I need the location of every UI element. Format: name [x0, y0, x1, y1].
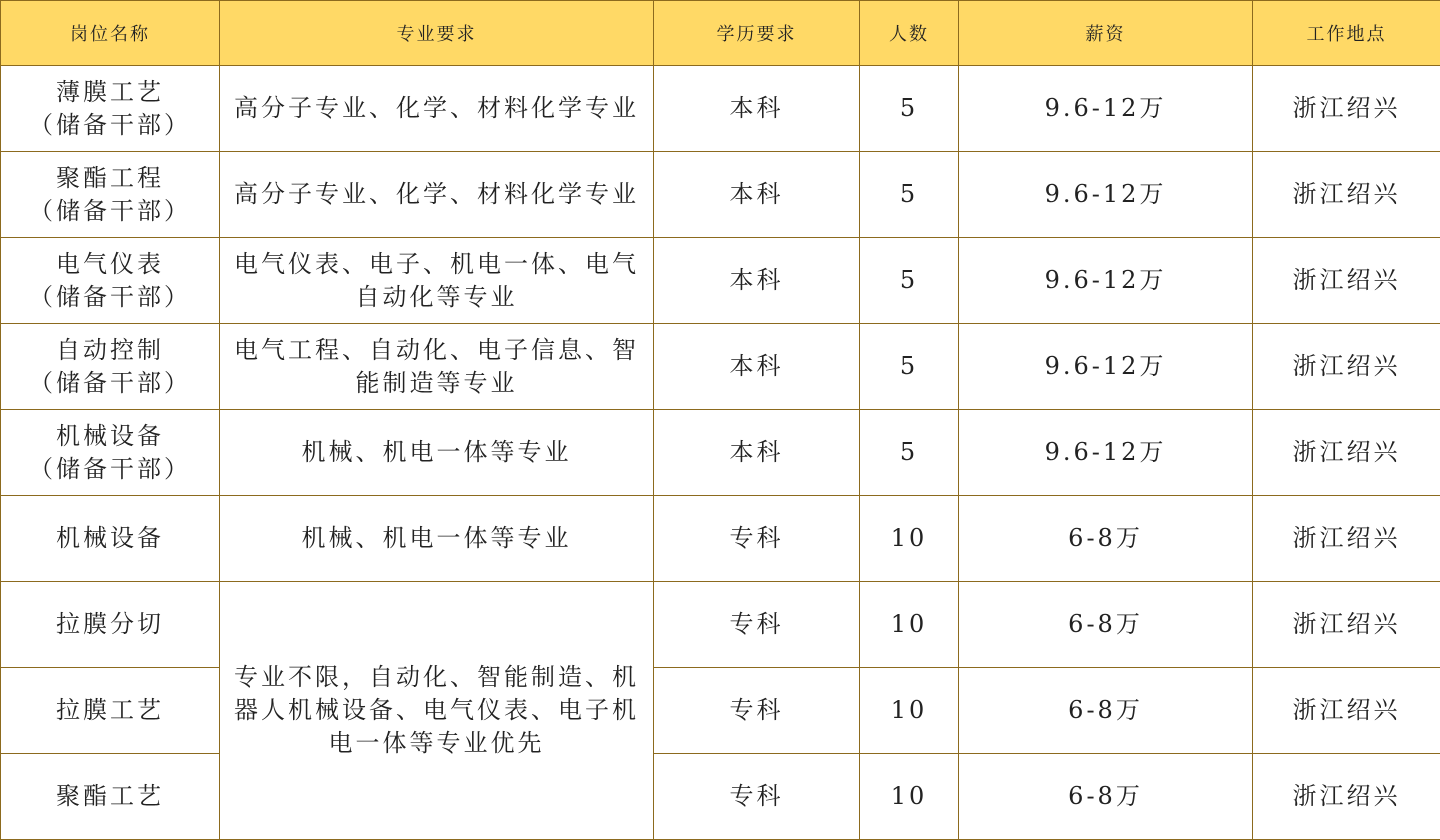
- position-note: （储备干部）: [29, 110, 191, 139]
- location-cell: 浙江绍兴: [1253, 152, 1440, 238]
- location-cell: 浙江绍兴: [1253, 238, 1440, 324]
- position-cell: [1, 152, 220, 238]
- header-position: 岗位名称: [1, 1, 220, 66]
- table-row: [1, 496, 1440, 582]
- salary-cell: 9.6-12万: [959, 238, 1253, 324]
- major-text: 电气工程、自动化、电子信息、智能制造等专业: [234, 335, 639, 397]
- education-cell: 专科: [654, 668, 860, 754]
- header-row: [1, 1, 1440, 66]
- salary-cell: 9.6-12万: [959, 410, 1253, 496]
- table-row: [1, 582, 1440, 668]
- position-cell: [1, 582, 220, 668]
- count-cell: 10: [860, 582, 959, 668]
- major-cell: [220, 324, 654, 410]
- major-cell: [220, 496, 654, 582]
- position-name: 电气仪表: [56, 249, 164, 278]
- major-cell: [220, 238, 654, 324]
- major-text: 高分子专业、化学、材料化学专业: [234, 180, 639, 208]
- salary-cell: 6-8万: [959, 496, 1253, 582]
- education-cell: 专科: [654, 582, 860, 668]
- header-count: 人数: [860, 1, 959, 66]
- position-note: （储备干部）: [29, 196, 191, 225]
- location-cell: 浙江绍兴: [1253, 668, 1440, 754]
- salary-cell: 9.6-12万: [959, 66, 1253, 152]
- position-name: 机械设备: [56, 421, 164, 450]
- count-cell: 10: [860, 496, 959, 582]
- header-salary: 薪资: [959, 1, 1253, 66]
- education-cell: 本科: [654, 66, 860, 152]
- education-cell: 本科: [654, 238, 860, 324]
- position-name: 聚酯工程: [56, 163, 164, 192]
- major-text: 高分子专业、化学、材料化学专业: [234, 94, 639, 122]
- education-cell: 本科: [654, 324, 860, 410]
- table-row: [1, 66, 1440, 152]
- position-name: 薄膜工艺: [56, 77, 164, 106]
- location-cell: 浙江绍兴: [1253, 582, 1440, 668]
- major-text: 专业不限，自动化、智能制造、机器人机械设备、电气仪表、电子机电一体等专业优先: [234, 663, 639, 757]
- table-row: [1, 238, 1440, 324]
- location-cell: 浙江绍兴: [1253, 66, 1440, 152]
- major-cell-merged: [220, 582, 654, 840]
- count-cell: 5: [860, 324, 959, 410]
- education-cell: 本科: [654, 152, 860, 238]
- location-cell: 浙江绍兴: [1253, 410, 1440, 496]
- count-cell: 10: [860, 668, 959, 754]
- count-cell: 10: [860, 754, 959, 840]
- header-location: 工作地点: [1253, 1, 1440, 66]
- salary-cell: 6-8万: [959, 582, 1253, 668]
- position-name: 聚酯工艺: [56, 782, 164, 810]
- position-cell: [1, 754, 220, 840]
- location-cell: 浙江绍兴: [1253, 324, 1440, 410]
- table-row: [1, 410, 1440, 496]
- position-note: （储备干部）: [29, 368, 191, 397]
- major-text: 机械、机电一体等专业: [301, 524, 572, 552]
- count-cell: 5: [860, 410, 959, 496]
- salary-cell: 6-8万: [959, 754, 1253, 840]
- count-cell: 5: [860, 66, 959, 152]
- major-cell: [220, 66, 654, 152]
- table-row: [1, 668, 1440, 754]
- major-text: 机械、机电一体等专业: [301, 438, 572, 466]
- position-note: （储备干部）: [29, 282, 191, 311]
- position-name: 拉膜分切: [56, 610, 164, 638]
- education-cell: 专科: [654, 754, 860, 840]
- education-cell: 本科: [654, 410, 860, 496]
- location-cell: 浙江绍兴: [1253, 754, 1440, 840]
- count-cell: 5: [860, 238, 959, 324]
- location-cell: 浙江绍兴: [1253, 496, 1440, 582]
- major-cell: [220, 410, 654, 496]
- salary-cell: 9.6-12万: [959, 152, 1253, 238]
- position-name: 机械设备: [56, 524, 164, 552]
- position-cell: [1, 668, 220, 754]
- position-name: 自动控制: [56, 335, 164, 364]
- position-cell: [1, 66, 220, 152]
- table-row: [1, 754, 1440, 840]
- salary-cell: 9.6-12万: [959, 324, 1253, 410]
- table-row: [1, 324, 1440, 410]
- count-cell: 5: [860, 152, 959, 238]
- header-major: 专业要求: [220, 1, 654, 66]
- education-cell: 专科: [654, 496, 860, 582]
- major-text: 电气仪表、电子、机电一体、电气自动化等专业: [234, 249, 639, 311]
- position-cell: [1, 496, 220, 582]
- position-cell: [1, 324, 220, 410]
- position-cell: [1, 238, 220, 324]
- salary-cell: 6-8万: [959, 668, 1253, 754]
- table-row: [1, 152, 1440, 238]
- major-cell: [220, 152, 654, 238]
- position-name: 拉膜工艺: [56, 696, 164, 724]
- header-education: 学历要求: [654, 1, 860, 66]
- position-cell: [1, 410, 220, 496]
- position-note: （储备干部）: [29, 454, 191, 483]
